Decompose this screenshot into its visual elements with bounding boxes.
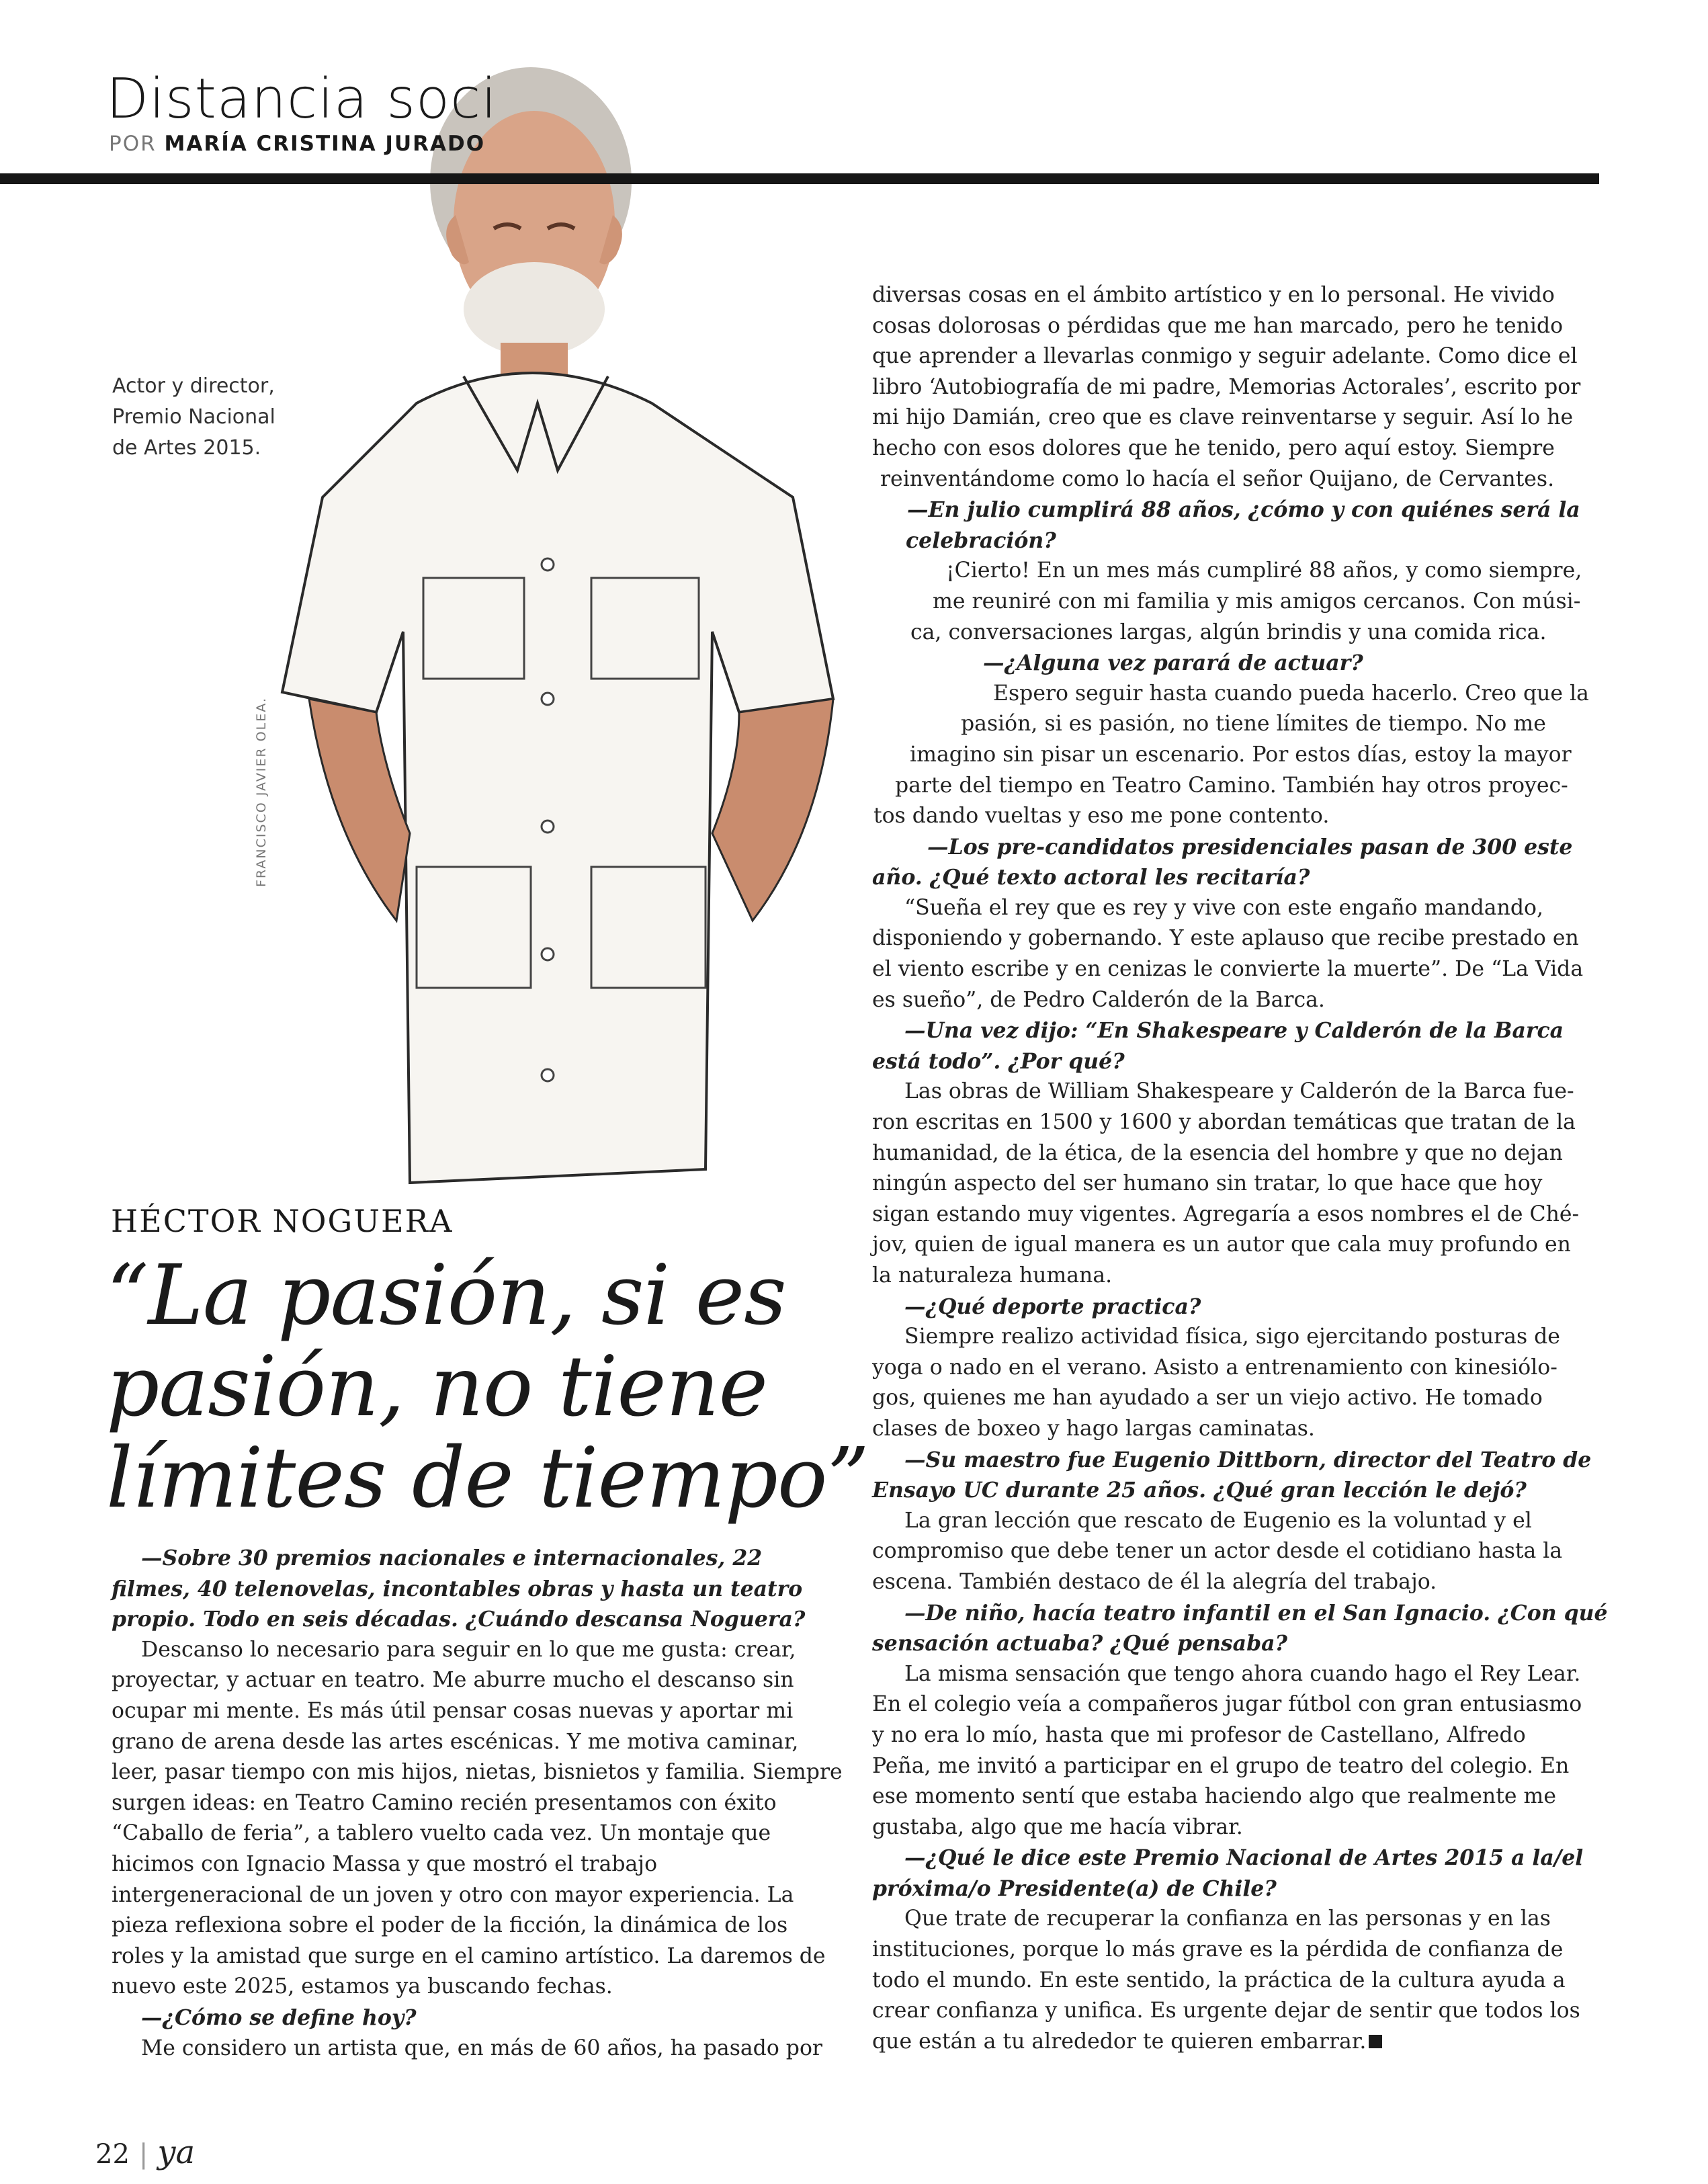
illustration-credit: FRANCISCO JAVIER OLEA. [254, 697, 269, 887]
interview-answer-line: Espero seguir hasta cuando pueda hacerlo. Creo que la [993, 681, 1589, 706]
interview-answer-line: compromiso que debe tener un actor desde el cotidiano hasta la [872, 1539, 1563, 1564]
interview-question-line: próxima/o Presidente(a) de Chile? [872, 1876, 1277, 1901]
interview-answer-line: reinventándome como lo hacía el señor Quijano, de Cervantes. [880, 466, 1555, 491]
interview-question-line: —¿Qué le dice este Premio Nacional de Artes 2015 a la/el [904, 1845, 1584, 1871]
interview-answer: Me considero un artista que, en más de 60 años, ha pasado por [141, 2035, 822, 2060]
interview-answer-line: ese momento sentí que estaba haciendo algo que realmente me [872, 1784, 1557, 1809]
interview-answer-line: diversas cosas en el ámbito artístico y en lo personal. He vivido [872, 283, 1555, 307]
footer-separator: | [138, 2139, 148, 2170]
interview-answer-line: instituciones, porque lo más grave es la pérdida de confianza de [872, 1937, 1564, 1962]
caption-line: Actor y director, [112, 374, 275, 398]
article-column-1 [112, 1543, 844, 2064]
section-title: Distancia soci [106, 67, 497, 131]
interview-answer-line: La misma sensación que tengo ahora cuando hago el Rey Lear. [904, 1661, 1581, 1686]
interview-answer-line: gos, quienes me han ayudado a ser un viejo activo. He tomado [872, 1386, 1543, 1411]
page-number: 22 [95, 2139, 130, 2170]
interview-answer-line: La gran lección que rescato de Eugenio es la voluntad y el [904, 1508, 1532, 1533]
interview-answer-line: mi hijo Damián, creo que es clave reinventarse y seguir. Así lo he [872, 405, 1574, 430]
interview-question-line: —En julio cumplirá 88 años, ¿cómo y con quiénes será la [907, 497, 1580, 523]
interview-answer-line: ron escritas en 1500 y 1600 y abordan temáticas que tratan de la [872, 1110, 1576, 1135]
interview-question-line: sensación actuaba? ¿Qué pensaba? [872, 1631, 1287, 1656]
headline-line: “La pasión, si es [106, 1247, 786, 1344]
interview-answer-line: y no era lo mío, hasta que mi profesor de Castellano, Alfredo [872, 1722, 1526, 1747]
article-column-2 [872, 280, 1608, 2057]
interview-answer-line: ca, conversaciones largas, algún brindis y una comida rica. [910, 620, 1547, 644]
magazine-logo: ya [157, 2134, 196, 2171]
headline [106, 1247, 886, 1527]
byline-prefix: POR [109, 132, 157, 156]
interview-answer-line: Las obras de William Shakespeare y Calderón de la Barca fue- [904, 1079, 1574, 1104]
interview-answer-line: “Sueña el rey que es rey y vive con este engaño mandando, [904, 895, 1543, 920]
headline-line: límites de tiempo” [106, 1430, 869, 1527]
interview-answer-line: clases de boxeo y hago largas caminatas. [872, 1416, 1315, 1441]
caption-line: de Artes 2015. [112, 436, 261, 460]
interview-question-line: —Los pre-candidatos presidenciales pasan de 300 este [927, 834, 1573, 859]
interview-answer-line: que están a tu alrededor te quieren embarrar. [872, 2027, 1592, 2058]
interview-answer-line: todo el mundo. En este sentido, la práctica de la cultura ayuda a [872, 1968, 1566, 1992]
arm-right [712, 699, 833, 921]
byline-author: MARÍA CRISTINA JURADO [164, 132, 486, 156]
interview-answer-line: la naturaleza humana. [872, 1263, 1113, 1288]
end-of-article-mark [1369, 2035, 1382, 2048]
interview-question-line: está todo”. ¿Por qué? [872, 1048, 1125, 1074]
interview-answer-line: yoga o nado en el verano. Asisto a entrenamiento con kinesiólo- [872, 1355, 1557, 1380]
byline [109, 132, 485, 156]
beard-shape [464, 262, 605, 356]
interview-answer-line: escena. También destaco de él la alegría del trabajo. [872, 1569, 1437, 1594]
interview-question-line: —¿Qué deporte practica? [904, 1294, 1201, 1319]
interview-answer-line: es sueño”, de Pedro Calderón de la Barca. [872, 987, 1325, 1012]
interview-answer-line: tos dando vueltas y eso me pone contento. [873, 804, 1330, 829]
caption-line: Premio Nacional [112, 405, 275, 429]
interview-question-line: —¿Alguna vez parará de actuar? [983, 650, 1363, 676]
interview-question-line: año. ¿Qué texto actoral les recitaría? [872, 865, 1310, 890]
interview-answer-line: ningún aspecto del ser humano sin tratar, lo que hace que hoy [872, 1171, 1543, 1196]
interview-answer-line: jov, quien de igual manera es un autor que cala muy profundo en [872, 1232, 1571, 1257]
interview-answer-line: sigan estando muy vigentes. Agregaría a esos nombres el de Ché- [872, 1202, 1580, 1226]
interview-question-line: —Su maestro fue Eugenio Dittborn, director del Teatro de [904, 1447, 1592, 1472]
interview-answer-line: parte del tiempo en Teatro Camino. También hay otros proyec- [895, 773, 1568, 798]
interview-answer-line: gustaba, algo que me hacía vibrar. [872, 1814, 1243, 1839]
interview-answer-line: disponiendo y gobernando. Y este aplauso que recibe prestado en [872, 926, 1579, 951]
interviewee-name: HÉCTOR NOGUERA [111, 1203, 454, 1239]
interview-question-line: Ensayo UC durante 25 años. ¿Qué gran lección le dejó? [872, 1478, 1527, 1503]
interview-answer-line: imagino sin pisar un escenario. Por estos días, estoy la mayor [910, 742, 1572, 767]
interview-answer-line: humanidad, de la ética, de la esencia del hombre y que no dejan [872, 1140, 1563, 1165]
interview-answer-line: me reuniré con mi familia y mis amigos cercanos. Con músi- [933, 589, 1581, 614]
interview-answer-line: ¡Cierto! En un mes más cumpliré 88 años, y como siempre, [946, 558, 1582, 583]
header-rule [0, 173, 1599, 184]
portrait-illustration [242, 27, 914, 1236]
photo-caption [112, 371, 275, 464]
interview-answer-line: Siempre realizo actividad física, sigo ejercitando posturas de [904, 1325, 1560, 1349]
arm-left [309, 699, 410, 921]
interview-question: —Sobre 30 premios nacionales e internacionales, 22 filmes, 40 telenovelas, incontables obras y hasta un teatro propio. Todo en seis décadas. ¿Cuándo descansa Noguera? [112, 1546, 806, 1632]
interview-answer-line: crear confianza y unifica. Es urgente dejar de sentir que todos los [872, 1999, 1580, 2023]
interview-question-line: —De niño, hacía teatro infantil en el San Ignacio. ¿Con qué [904, 1600, 1608, 1626]
interview-answer-line: hecho con esos dolores que he tenido, pero aquí estoy. Siempre [872, 435, 1555, 460]
interview-question-line: —Una vez dijo: “En Shakespeare y Calderón de la Barca [904, 1018, 1564, 1044]
interview-question-line: celebración? [906, 528, 1056, 553]
interview-answer-line: pasión, si es pasión, no tiene límites de tiempo. No me [961, 712, 1546, 737]
interview-answer-line: el viento escribe y en cenizas le convierte la muerte”. De “La Vida [872, 957, 1584, 982]
interview-answer-line: cosas dolorosas o pérdidas que me han marcado, pero he tenido [872, 313, 1564, 338]
interview-answer: Descanso lo necesario para seguir en lo que me gusta: crear, proyectar, y actuar en teatro. Me aburre mucho el descanso sin ocupar mi mente. Es más útil pensar cosas nuevas y aportar mi grano de arena desde las artes escénicas. Y me motiva caminar, leer, pasar tiempo con mis hijos, nietas, bisnietos y familia. Siempre surgen ideas: en Teatro Camino recién presentamos con éxito “Caballo de feria”, a tablero vuelto cada vez. Un montaje que hicimos con Ignacio Massa y que mostró el trabajo intergeneracional de un joven y otro con mayor experiencia. La pieza reflexiona sobre el poder de la ficción, la dinámica de los roles y la amistad que surge en el camino artístico. La daremos de nuevo este 2025, estamos ya buscando fechas. [112, 1637, 843, 1999]
interview-answer-line: libro ‘Autobiografía de mi padre, Memorias Actorales’, escrito por [872, 374, 1581, 399]
interview-answer-line: En el colegio veía a compañeros jugar fútbol con gran entusiasmo [872, 1692, 1582, 1717]
page-footer [95, 2134, 195, 2171]
interview-answer-line: que aprender a llevarlas conmigo y seguir adelante. Como dice el [872, 344, 1578, 369]
headline-line: pasión, no tiene [106, 1339, 767, 1435]
interview-question: —¿Cómo se define hoy? [141, 2005, 417, 2030]
interview-answer-line: Peña, me invitó a participar en el grupo de teatro del colegio. En [872, 1753, 1570, 1778]
interview-answer-line: Que trate de recuperar la confianza en las personas y en las [904, 1906, 1551, 1931]
